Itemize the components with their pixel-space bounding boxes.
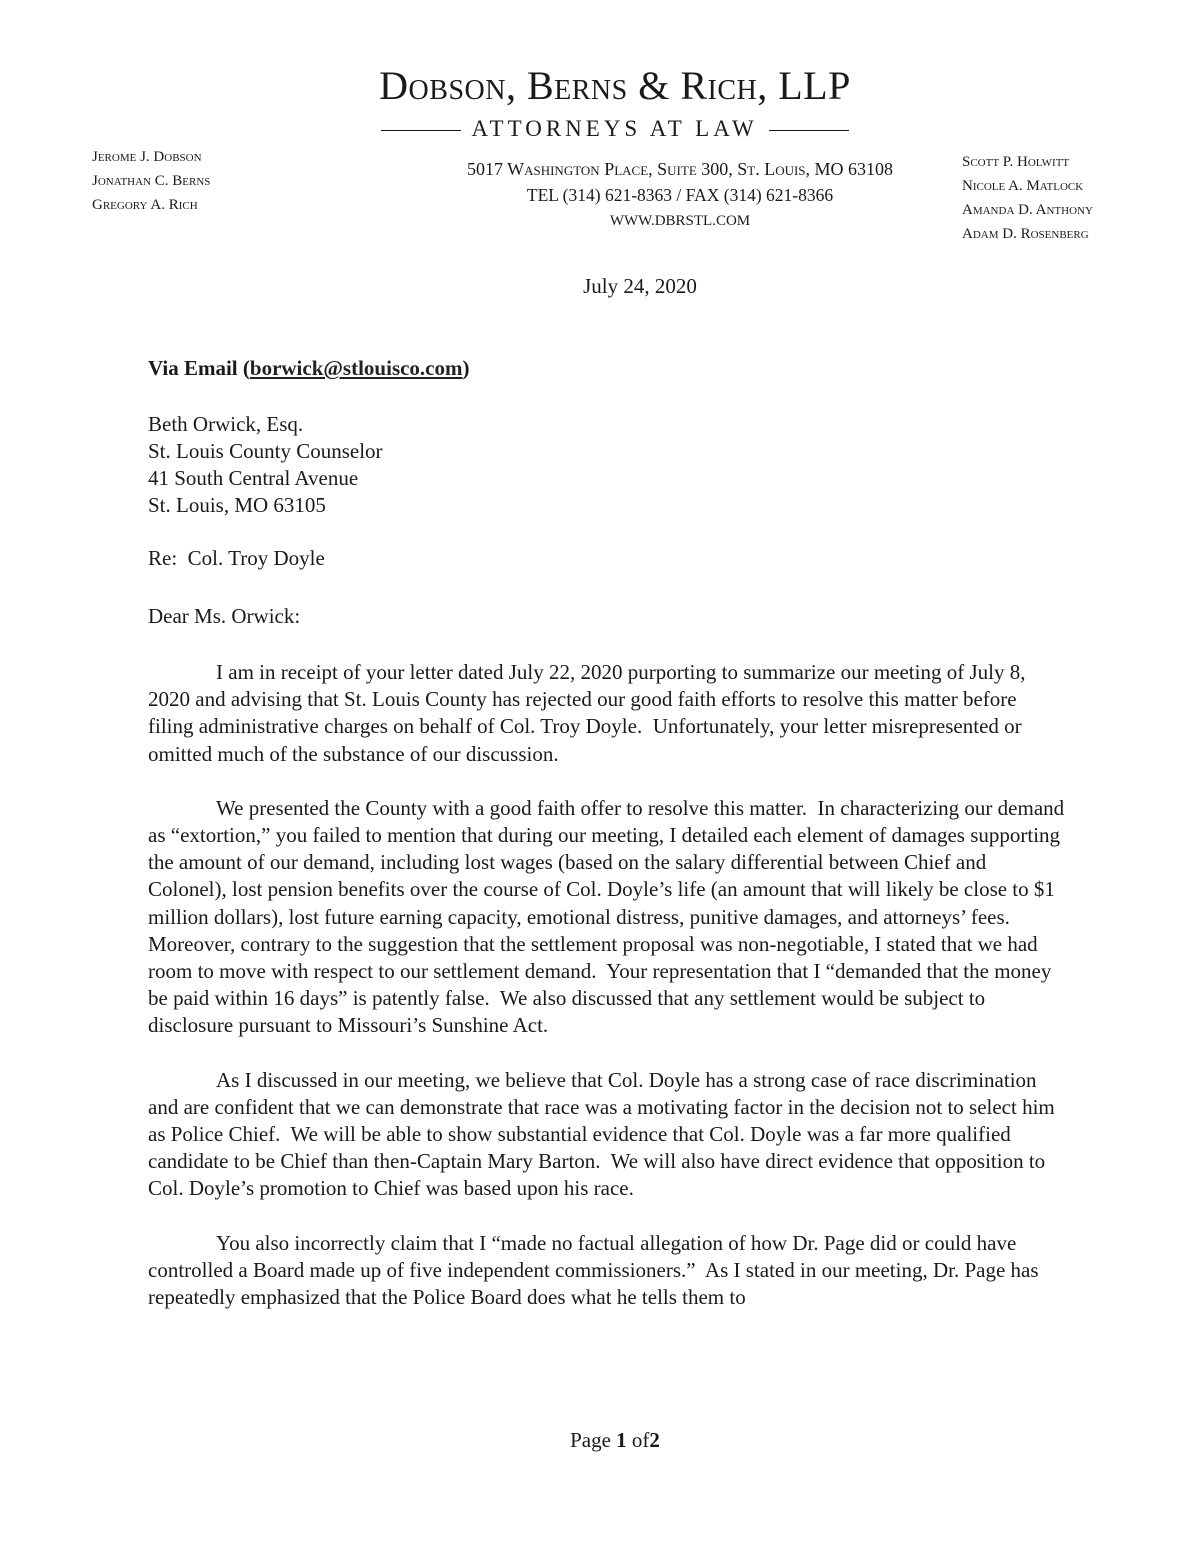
letter-date: July 24, 2020 xyxy=(583,274,697,298)
firm-address: 5017 Washington Place, Suite 300, St. Louis, MO 63108 xyxy=(466,159,894,179)
letter-body xyxy=(148,659,1070,1338)
firm-name: Dobson, Berns & Rich, LLP xyxy=(379,63,851,108)
partners-right xyxy=(962,150,1093,246)
page-number xyxy=(0,1428,1200,1453)
partner-name: Adam D. Rosenberg xyxy=(962,226,1089,242)
partner-name: Scott P. Holwitt xyxy=(962,154,1070,170)
page-current: 1 xyxy=(616,1428,627,1452)
recipient-line: Beth Orwick, Esq. xyxy=(148,412,304,436)
recipient-line: 41 South Central Avenue xyxy=(148,466,359,490)
page-word: Page xyxy=(570,1428,611,1452)
re-line: Re: Col. Troy Doyle xyxy=(148,546,325,570)
partner-name: Amanda D. Anthony xyxy=(962,202,1093,218)
partner-name: Gregory A. Rich xyxy=(92,197,198,213)
salutation: Dear Ms. Orwick: xyxy=(148,604,301,628)
partner-name: Jonathan C. Berns xyxy=(92,173,211,189)
body-paragraph: As I discussed in our meeting, we believe that Col. Doyle has a strong case of race discrimination and are confident that we can demonstrate that race was a motivating factor in the decision not to select him as Police Chief. We will be able to show substantial evidence that Col. Doyle was a far more qualified candidate to be Chief than then-Captain Mary Barton. We will also have direct evidence that opposition to Col. Doyle’s promotion to Chief was based upon his race. xyxy=(148,1067,1061,1201)
delivery-label: Via Email xyxy=(148,356,238,380)
page-of: of xyxy=(631,1428,650,1452)
firm-subtitle-text: ATTORNEYS AT LAW xyxy=(471,116,758,141)
partners-left xyxy=(92,145,210,217)
firm-subtitle xyxy=(0,114,1200,144)
subtitle-rule-right xyxy=(769,130,849,131)
subtitle-rule-left xyxy=(381,130,461,131)
page-total: 2 xyxy=(649,1428,660,1452)
firm-phone-fax: TEL (314) 621-8363 / FAX (314) 621-8366 xyxy=(526,185,834,205)
recipient-line: St. Louis, MO 63105 xyxy=(148,493,326,517)
delivery-close-paren: ) xyxy=(462,356,470,380)
delivery-line xyxy=(148,356,470,381)
body-paragraph: I am in receipt of your letter dated July 22, 2020 purporting to summarize our meeting of July 8, 2020 and advising that St. Louis County has rejected our good faith efforts to resolve this matter before filing administrative charges on behalf of Col. Troy Doyle. Unfortunately, your letter misrepresented or omitted much of the substance of our discussion. xyxy=(148,660,1031,766)
recipient-email-link[interactable]: borwick@stlouisco.com xyxy=(249,356,463,380)
delivery-open-paren: ( xyxy=(242,356,250,380)
recipient-line: St. Louis County Counselor xyxy=(148,439,383,463)
body-paragraph: We presented the County with a good faith offer to resolve this matter. In characterizing our demand as “extortion,” you failed to mention that during our meeting, I detailed each element of damages supporting the amount of our demand, including lost wages (based on the salary differential between Chief and Colonel), lost pension benefits over the course of Col. Doyle’s life (an amount that will likely be close to $1 million dollars), lost future earning capacity, emotional distress, punitive damages, and attorneys’ fees. Moreover, contrary to the suggestion that the settlement proposal was non-negotiable, I stated that we had room to move with respect to our settlement demand. Your representation that I “demanded that the money be paid within 16 days” is patently false. We also discussed that any settlement would be subject to disclosure pursuant to Missouri’s Sunshine Act. xyxy=(148,795,1070,1038)
partner-name: Jerome J. Dobson xyxy=(92,149,202,165)
partner-name: Nicole A. Matlock xyxy=(962,178,1084,194)
body-paragraph: You also incorrectly claim that I “made no factual allegation of how Dr. Page did or could have controlled a Board made up of five independent commissioners.” As I stated in our meeting, Dr. Page has repeatedly emphasized that the Police Board does what he tells them to xyxy=(148,1230,1044,1310)
firm-website: WWW.DBRSTL.COM xyxy=(609,213,751,229)
recipient-address xyxy=(148,411,383,519)
